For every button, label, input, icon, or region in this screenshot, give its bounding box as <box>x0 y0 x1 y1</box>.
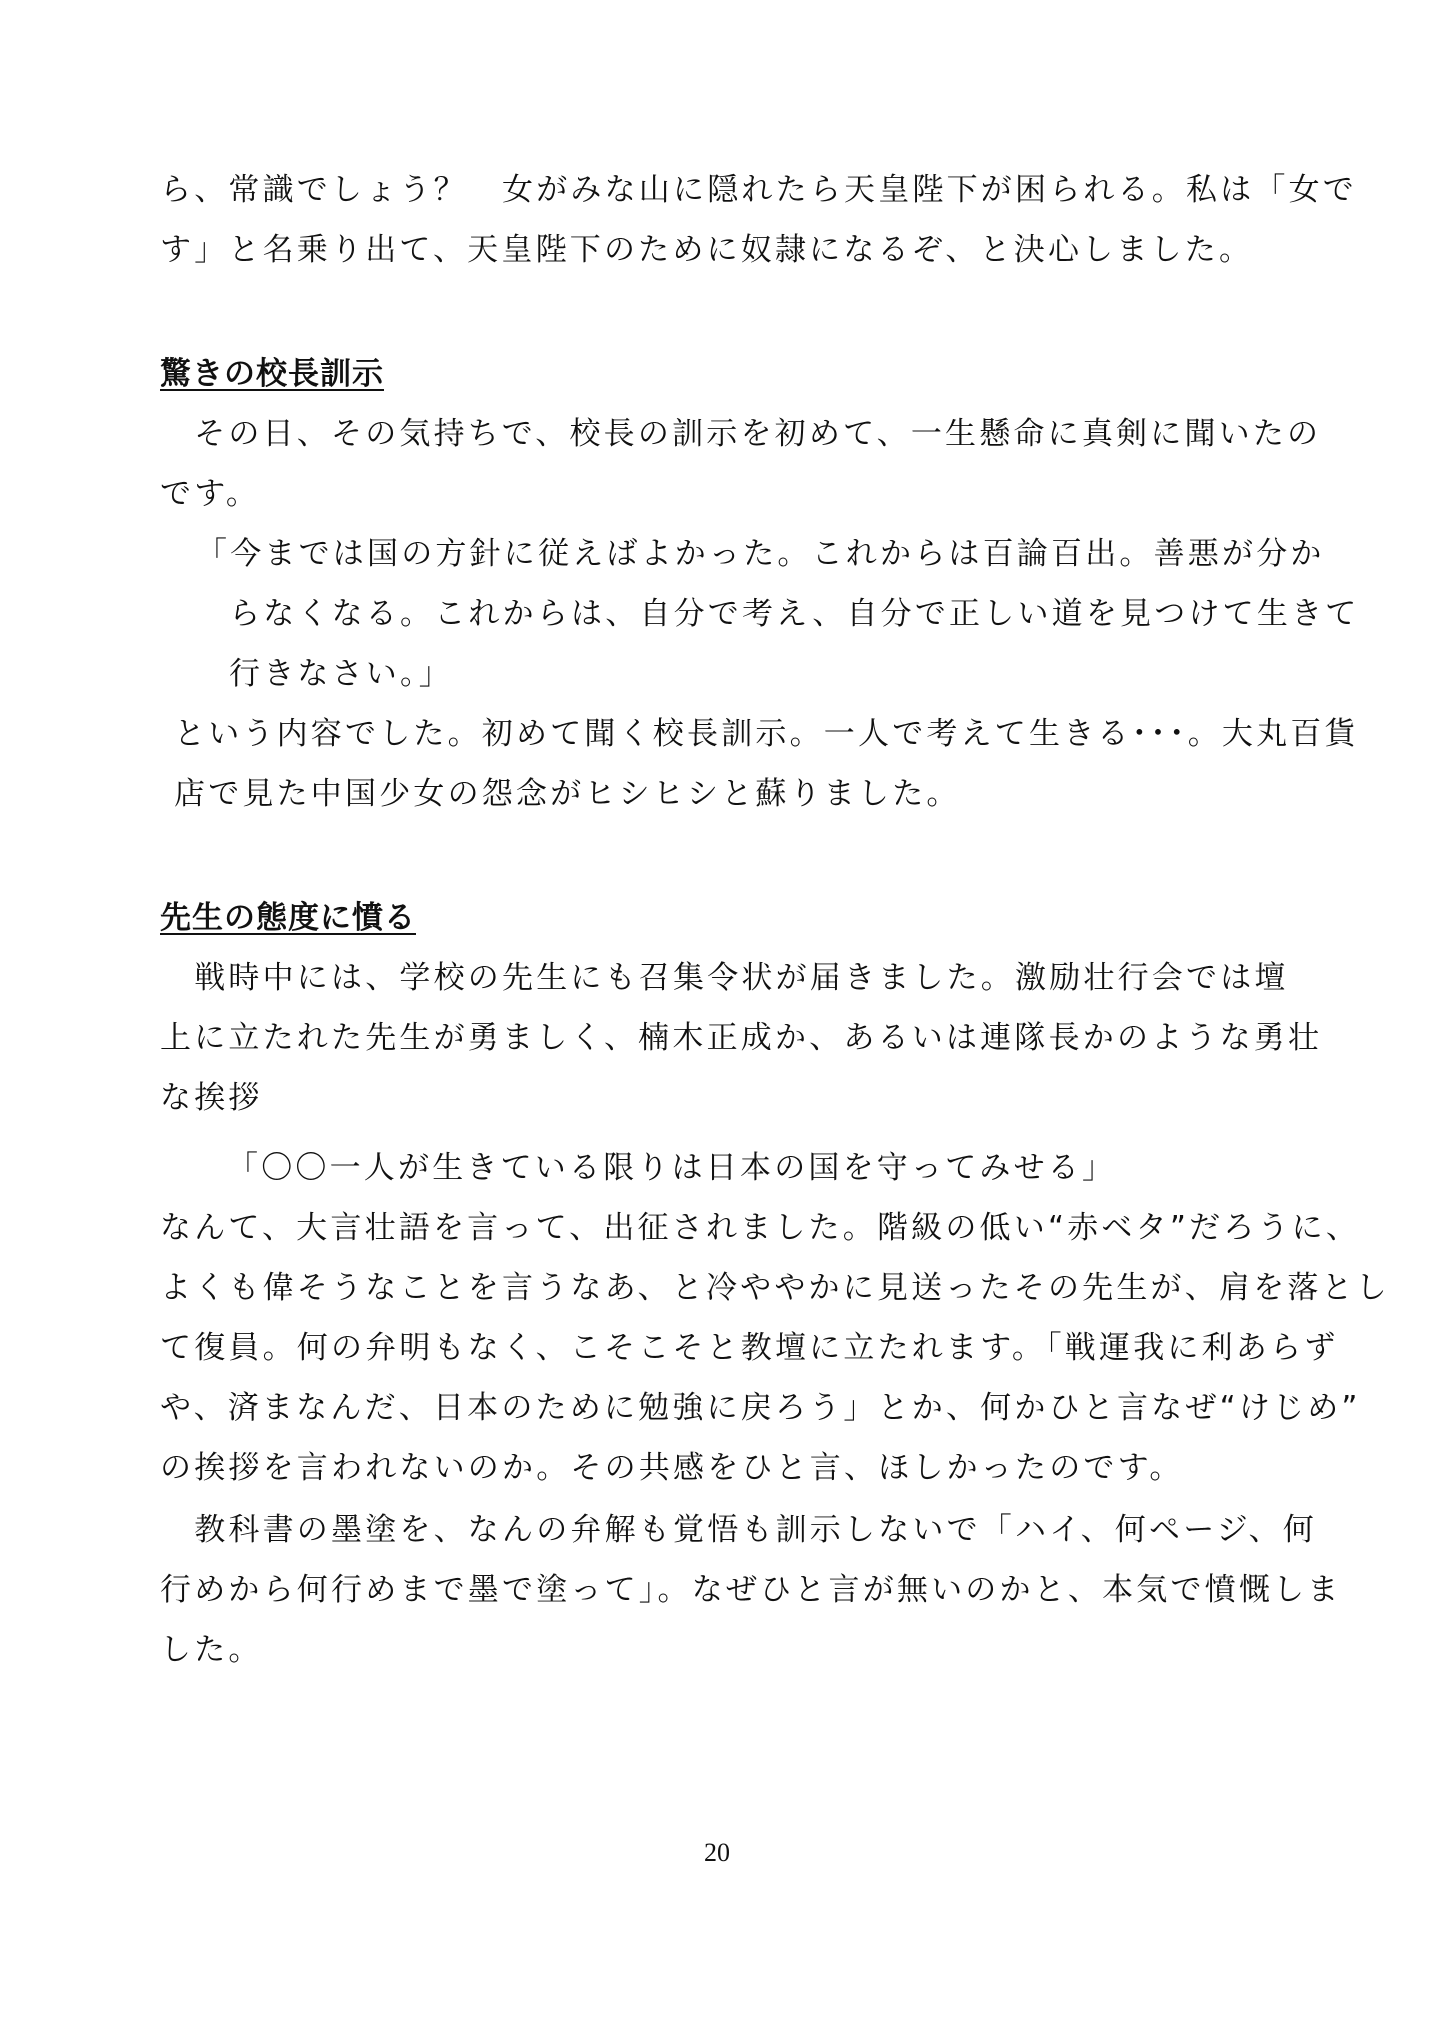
section2-line-1: 戦時中には、学校の先生にも召集令状が届きました。激励壮行会では壇 <box>160 960 1289 996</box>
section1-paragraph-line-2: です。 <box>160 476 261 512</box>
page-number: 20 <box>704 1838 730 1867</box>
section2-line-5: よくも偉そうなことを言うなあ、と冷ややかに見送ったその先生が、肩を落とし <box>160 1270 1390 1306</box>
section-heading-principal-speech: 驚きの校長訓示 <box>160 356 384 392</box>
section2-line-8: の挨拶を言われないのか。その共感をひと言、ほしかったのです。 <box>160 1450 1184 1486</box>
section2-line-2: 上に立たれた先生が勇ましく、楠木正成か、あるいは連隊長かのような勇壮 <box>160 1020 1323 1056</box>
principal-quote-line-2: らなくなる。これからは、自分で考え、自分で正しい道を見つけて生きて <box>229 596 1360 632</box>
principal-quote-line-1: 「今までは国の方針に従えばよかった。これからは百論百出。善悪が分か <box>196 536 1325 572</box>
section1-paragraph-line-1: その日、その気持ちで、校長の訓示を初めて、一生懸命に真剣に聞いたの <box>160 416 1322 452</box>
section-heading-teacher-attitude: 先生の態度に憤る <box>160 900 416 936</box>
section2-line-11: した。 <box>160 1632 263 1668</box>
intro-line-1: ら、常識でしょう？ 女がみな山に隠れたら天皇陛下が困られる。私は「女で <box>160 172 1357 208</box>
intro-line-2: す」と名乗り出て、天皇陛下のために奴隷になるぞ、と決心しました。 <box>160 232 1254 268</box>
teacher-quote: 「〇〇一人が生きている限りは日本の国を守ってみせる」 <box>227 1150 1117 1186</box>
section2-line-7: や、済まなんだ、日本のために勉強に戻ろう」とか、何かひと言なぜ“けじめ” <box>160 1390 1361 1426</box>
section1-after-line-2: 店で見た中国少女の怨念がヒシヒシと蘇りました。 <box>174 776 961 812</box>
section2-line-6: て復員。何の弁明もなく、こそこそと教壇に立たれます。「戦運我に利あらず <box>160 1330 1339 1366</box>
section2-line-3: な挨拶 <box>160 1080 263 1116</box>
section2-line-10: 行めから何行めまで墨で塗って」。なぜひと言が無いのかと、本気で憤慨しま <box>160 1572 1342 1608</box>
section1-after-line-1: という内容でした。初めて聞く校長訓示。一人で考えて生きる･･･。大丸百貨 <box>174 716 1359 752</box>
section2-line-4: なんて、大言壮語を言って、出征されました。階級の低い“赤ベタ”だろうに、 <box>160 1210 1361 1246</box>
section2-line-9: 教科書の墨塗を、なんの弁解も覚悟も訓示しないで「ハイ、何ページ、何 <box>160 1512 1317 1548</box>
principal-quote-line-3: 行きなさい。」 <box>229 656 453 692</box>
